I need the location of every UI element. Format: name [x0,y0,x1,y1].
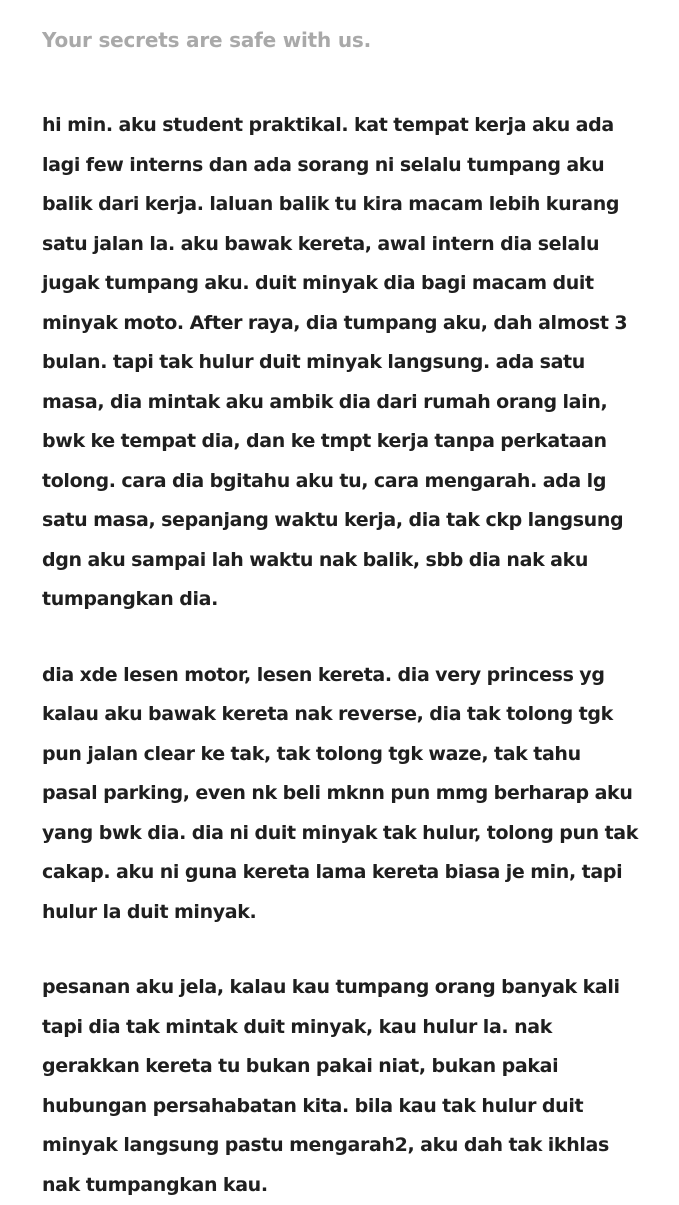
paragraph-3: pesanan aku jela, kalau kau tumpang orang banyak kali tapi dia tak mintak duit minyak, kau hulur la. nak gerakkan kereta tu bukan pakai niat, bukan pakai hubungan persahabatan kita. bila kau tak hulur duit minyak langsung pastu mengarah2, aku dah tak ikhlas nak tumpangkan kau. [42,976,620,1196]
paragraph-2: dia xde lesen motor, lesen kereta. dia very princess yg kalau aku bawak kereta nak reverse, dia tak tolong tgk pun jalan clear ke tak, tak tolong tgk waze, tak tahu pasal parking, even nk beli mknn pun mmg berharap aku yang bwk dia. dia ni duit minyak tak hulur, tolong pun tak cakap. aku ni guna kereta lama kereta biasa je min, tapi hulur la duit minyak. [42,663,639,923]
tagline: Your secrets are safe with us. [42,28,371,52]
confession-body [42,106,639,1205]
paragraph-1: hi min. aku student praktikal. kat tempat kerja aku ada lagi few interns dan ada sorang ni selalu tumpang aku balik dari kerja. laluan balik tu kira macam lebih kurang satu jalan la. aku bawak kereta, awal intern dia selalu jugak tumpang aku. duit minyak dia bagi macam duit minyak moto. After raya, dia tumpang aku, dah almost 3 bulan. tapi tak hulur duit minyak langsung. ada satu masa, dia mintak aku ambik dia dari rumah orang lain, bwk ke tempat dia, dan ke tmpt kerja tanpa perkataan tolong. cara dia bgitahu aku tu, cara mengarah. ada lg satu masa, sepanjang waktu kerja, dia tak ckp langsung dgn aku sampai lah waktu nak balik, sbb dia nak aku tumpangkan dia. [42,114,628,610]
